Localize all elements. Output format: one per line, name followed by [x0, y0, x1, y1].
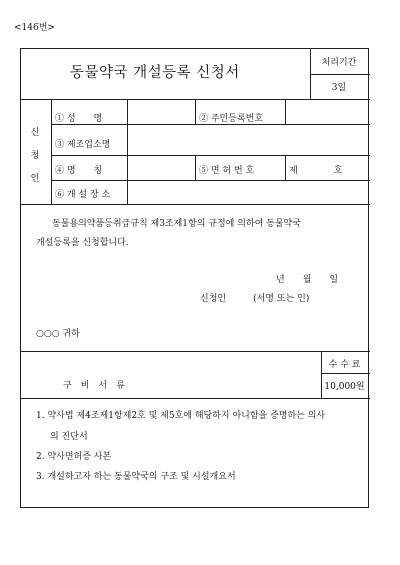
processing-value: 3일	[331, 83, 347, 93]
field5-right	[285, 155, 286, 180]
processing-divider	[310, 74, 370, 75]
date-line: 년 월 일	[276, 275, 339, 285]
document-item-1-cont: 의 진단서	[50, 432, 88, 442]
field2-left	[195, 99, 196, 124]
processing-label: 처리기간	[321, 58, 357, 68]
applicant-signature-line: 신청인 (서명 또는 인)	[200, 294, 310, 304]
manufacturer-label: ③ 제조업소명	[55, 140, 111, 150]
statement-line-1: 동물용의약품등취급규칙 제3조제1항의 규정에 의하여 동물약국	[52, 219, 301, 229]
store-name-field[interactable]	[128, 156, 195, 180]
resident-no-field[interactable]	[286, 100, 368, 124]
store-name-label: ④ 명 칭	[55, 166, 103, 176]
license-no-label: ⑤ 면 허 번 호	[199, 166, 255, 176]
name-field[interactable]	[128, 100, 195, 124]
name-label: ① 성 명	[55, 114, 103, 124]
document-item-2: 2. 약사면허증 사본	[36, 452, 112, 462]
document-item-1: 1. 약사법 제4조제1항제2호 및 제5호에 해당하지 아니함을 증명하는 의사	[36, 411, 326, 421]
form-number: <146번>	[14, 23, 55, 33]
resident-no-label: ② 주민등록번호	[199, 114, 264, 124]
document-item-3: 3. 개설하고자 하는 동물약국의 구조 및 시설개요서	[36, 472, 236, 482]
statement-line-2: 개설등록을 신청합니다.	[36, 238, 129, 248]
fee-value: 10,000원	[324, 382, 365, 392]
section-label-divider	[51, 99, 52, 204]
documents-label: 구 비 서 류	[63, 381, 125, 391]
form-title: 동물약국 개설등록 신청서	[70, 65, 240, 81]
fee-label: 수 수 료	[328, 360, 361, 370]
documents-bottom-line	[21, 398, 370, 399]
applicant-label-2: 청	[30, 151, 40, 161]
license-no-value: 제 호	[289, 166, 343, 176]
manufacturer-field[interactable]	[128, 125, 368, 154]
recipient: ○○○ 귀하	[36, 329, 80, 339]
applicant-label-1: 신	[30, 128, 40, 138]
applicant-label-3: 인	[30, 174, 40, 184]
fee-mid-line	[321, 373, 370, 374]
field5-left	[195, 155, 196, 180]
location-label: ⑥ 개 설 장 소	[55, 190, 111, 200]
applicant-bottom-line	[21, 204, 370, 205]
row-line-2	[51, 155, 370, 156]
location-field[interactable]	[128, 181, 368, 203]
statement-bottom-line	[21, 351, 370, 352]
